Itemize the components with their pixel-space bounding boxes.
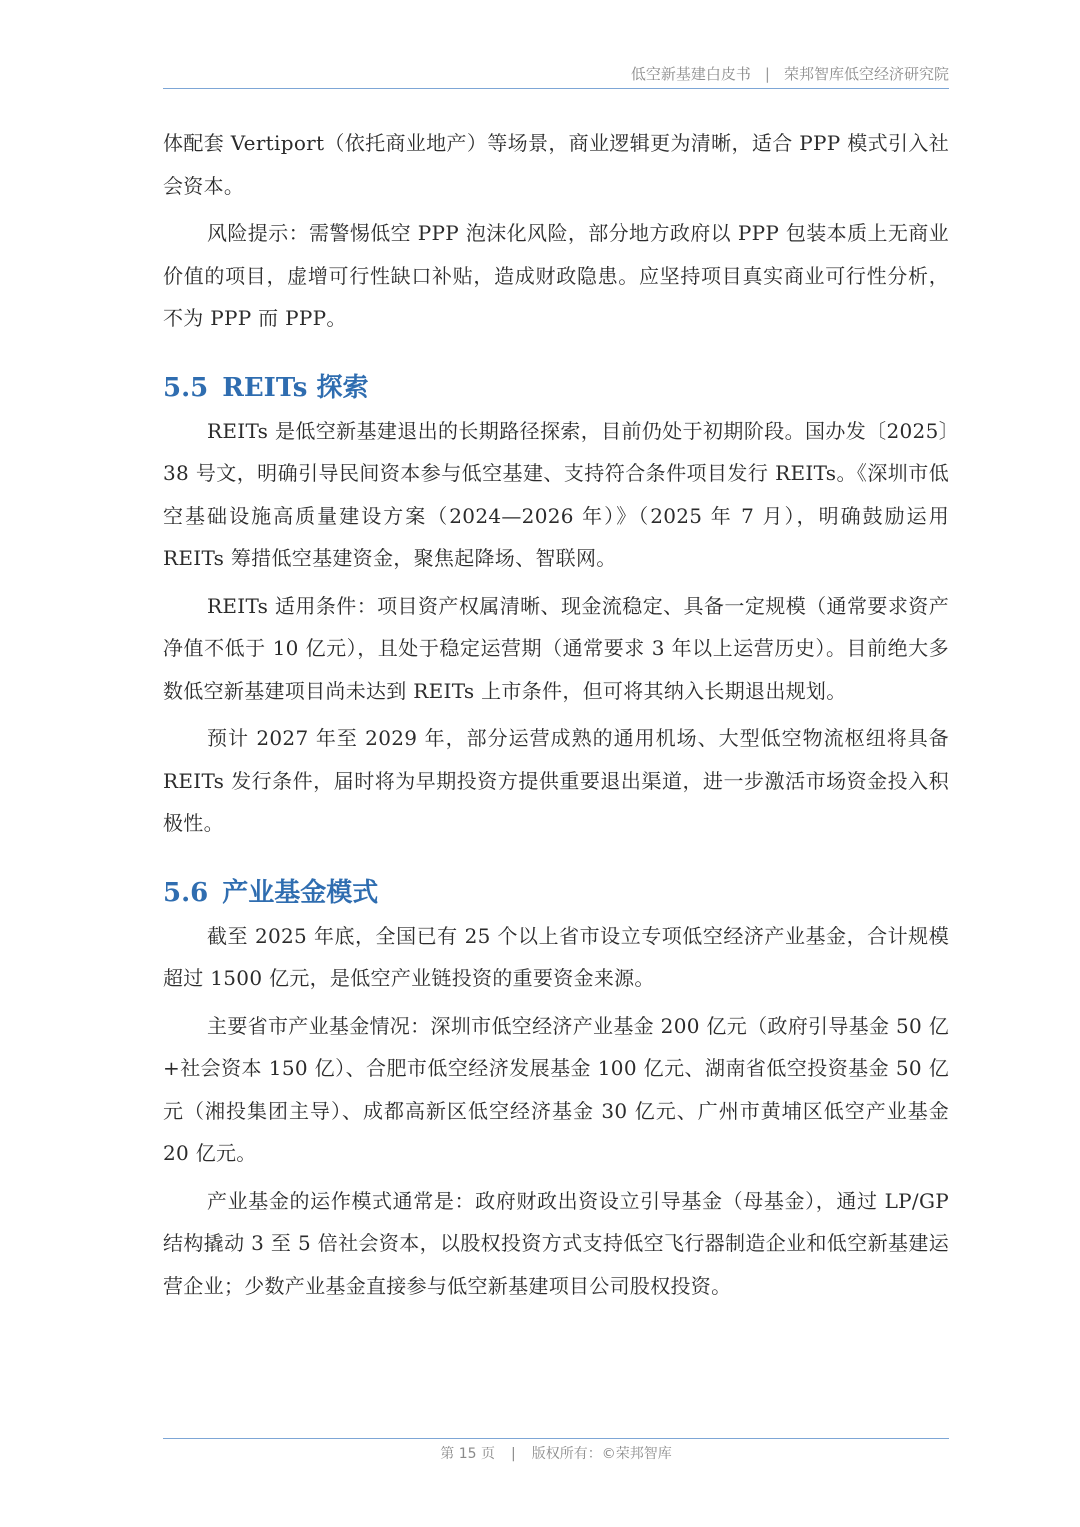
paragraph-fund-operation: 产业基金的运作模式通常是：政府财政出资设立引导基金（母基金），通过 LP/GP 结构撬动 3 至 5 倍社会资本，以股权投资方式支持低空飞行器制造企业和低空新基建运营企业；少数产业基金直接参与低空新基建项目公司股权投资。 (163, 1188, 949, 1298)
page-content (163, 122, 949, 1307)
header-doc-title: 低空新基建白皮书 (630, 65, 751, 83)
paragraph-ppp-risk: 风险提示：需警惕低空 PPP 泡沫化风险，部分地方政府以 PPP 包装本质上无商业价值的项目，虚增可行性缺口补贴，造成财政隐患。应坚持项目真实商业可行性分析，不为 PPP 而 PPP。 (163, 221, 949, 330)
paragraph-fund-provinces: 主要省市产业基金情况：深圳市低空经济产业基金 200 亿元（政府引导基金 50 亿+社会资本 150 亿）、合肥市低空经济发展基金 100 亿元、湖南省低空投资基金 50 亿元（湘投集团主导）、成都高新区低空经济基金 30 亿元、广州市黄埔区低空产业基金 20 亿元。 (163, 1013, 949, 1165)
copyright-text: 版权所有：©荣邦智库 (531, 1446, 672, 1462)
page-header (163, 60, 949, 89)
section-heading-industry-fund (163, 871, 949, 915)
paragraph-fund-overview: 截至 2025 年底，全国已有 25 个以上省市设立专项低空经济产业基金，合计规模超过 1500 亿元，是低空产业链投资的重要资金来源。 (163, 923, 949, 990)
paragraph-reits-outlook: 预计 2027 年至 2029 年，部分运营成熟的通用机场、大型低空物流枢纽将具备 REITs 发行条件，届时将为早期投资方提供重要退出渠道，进一步激活市场资金投入积极性。 (163, 726, 949, 835)
page-footer (163, 1438, 949, 1465)
section-title-text: 产业基金模式 (222, 877, 379, 908)
section-number: 5.6 (163, 877, 209, 908)
header-org-name: 荣邦智库低空经济研究院 (783, 65, 949, 83)
section-number: 5.5 (163, 372, 209, 403)
paragraph-reits-intro: REITs 是低空新基建退出的长期路径探索，目前仍处于初期阶段。国办发〔2025〕38 号文，明确引导民间资本参与低空基建、支持符合条件项目发行 REITs。《深圳市低空基础设施高质量建设方案（2024—2026 年）》（2025 年 7 月），明确鼓励运用 REITs 筹措低空基建资金，聚焦起降场、智联网。 (163, 418, 949, 570)
header-separator: | (764, 65, 770, 83)
footer-separator: | (511, 1446, 516, 1462)
section-title-text: REITs 探索 (222, 372, 369, 403)
paragraph-ppp-scenarios: 体配套 Vertiport（依托商业地产）等场景，商业逻辑更为清晰，适合 PPP 模式引入社会资本。 (163, 131, 949, 198)
section-heading-reits (163, 366, 949, 410)
page-number: 第 15 页 (440, 1446, 495, 1462)
paragraph-reits-conditions: REITs 适用条件：项目资产权属清晰、现金流稳定、具备一定规模（通常要求资产净值不低于 10 亿元），且处于稳定运营期（通常要求 3 年以上运营历史）。目前绝大多数低空新基建项目尚未达到 REITs 上市条件，但可将其纳入长期退出规划。 (163, 593, 949, 703)
